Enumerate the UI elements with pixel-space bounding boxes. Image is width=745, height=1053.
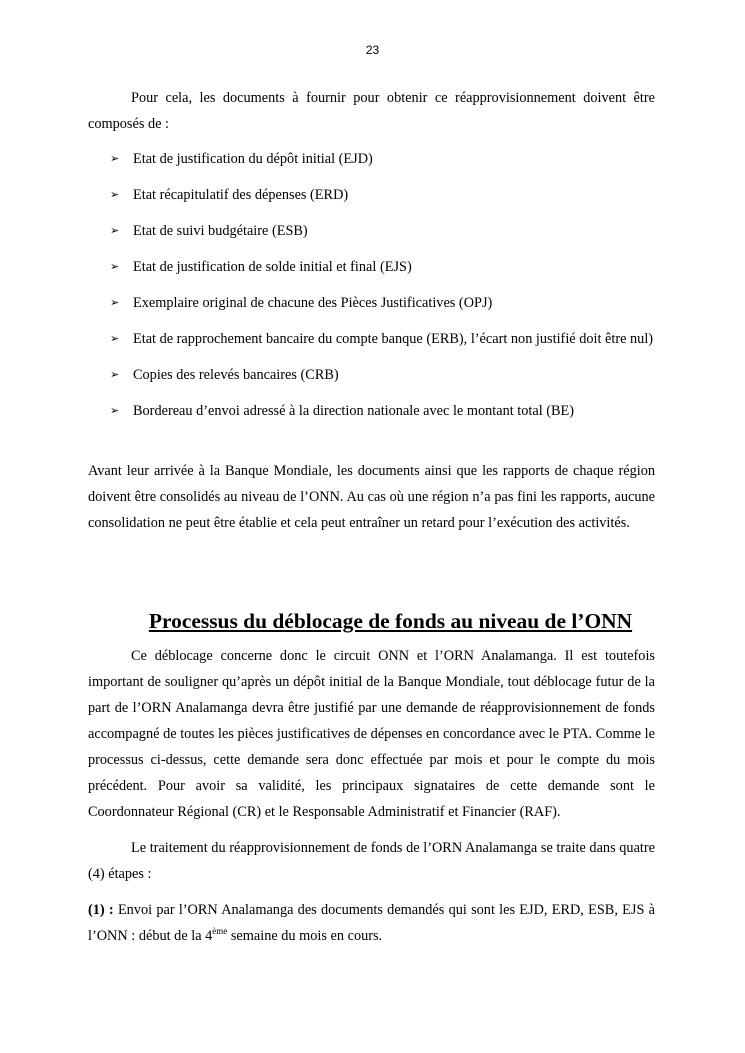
list-item — [110, 182, 655, 208]
list-item — [110, 362, 655, 388]
page-number: 23 — [365, 43, 380, 57]
step-1-paragraph — [88, 897, 655, 949]
section-paragraph-1: Ce déblocage concerne donc le circuit ONN et l’ORN Analamanga. Il est toutefois important de souligner qu’après un dépôt initial de la Banque Mondiale, tout déblocage futur de la part de l’ORN Analamanga devra être justifié par une demande de réapprovisionnement de fonds accompagné de toutes les pièces justificatives de dépenses en concordance avec le PTA. Comme le processus ci-dessus, cette demande sera donc effectuée par mois et pour le compte du mois précédent. Pour avoir sa validité, les principaux signataires de cette demande sont le Coordonnateur Régional (CR) et le Responsable Administratif et Financier (RAF). — [88, 648, 655, 820]
list-item-text: Exemplaire original de chacune des Pièces Justificatives (OPJ) — [133, 295, 493, 311]
documents-list — [110, 146, 655, 424]
list-item-text: Etat de justification du dépôt initial (EJD) — [133, 151, 373, 167]
section-paragraph-2: Le traitement du réapprovisionnement de fonds de l’ORN Analamanga se traite dans quatre (4) étapes : — [88, 840, 655, 882]
list-item-text: Etat de rapprochement bancaire du compte banque (ERB), l’écart non justifié doit être nul) — [133, 331, 654, 347]
step-1-text: Envoi par l’ORN Analamanga des documents demandés qui sont les EJD, ERD, ESB, EJS à l’ONN : début de la 4 — [88, 902, 655, 944]
step-1-label: (1) : — [88, 902, 114, 918]
list-item-text: Bordereau d’envoi adressé à la direction nationale avec le montant total (BE) — [133, 403, 575, 419]
arrow-bullet-icon: ➢ — [110, 332, 120, 345]
arrow-bullet-icon: ➢ — [110, 188, 120, 201]
step-1-text-end: semaine du mois en cours. — [230, 928, 383, 944]
step-1-superscript: ème — [212, 926, 228, 937]
arrow-bullet-icon: ➢ — [110, 404, 120, 417]
arrow-bullet-icon: ➢ — [110, 296, 120, 309]
arrow-bullet-icon: ➢ — [110, 368, 120, 381]
intro-paragraph: Pour cela, les documents à fournir pour obtenir ce réapprovisionnement doivent être composés de : — [88, 90, 655, 132]
arrow-bullet-icon: ➢ — [110, 152, 120, 165]
list-item — [110, 146, 655, 172]
list-item — [110, 290, 655, 316]
list-item-text: Etat de suivi budgétaire (ESB) — [133, 223, 308, 239]
arrow-bullet-icon: ➢ — [110, 260, 120, 273]
list-item-text: Etat de justification de solde initial et final (EJS) — [133, 259, 412, 275]
list-item — [110, 326, 655, 352]
list-item — [110, 218, 655, 244]
consolidation-paragraph: Avant leur arrivée à la Banque Mondiale, les documents ainsi que les rapports de chaque région doivent être consolidés au niveau de l’ONN. Au cas où une région n’a pas fini les rapports, aucune consolidation ne peut être établie et cela peut entraîner un retard pour l’exécution des activités. — [88, 463, 655, 531]
list-item — [110, 398, 655, 424]
list-item-text: Copies des relevés bancaires (CRB) — [133, 367, 339, 383]
section-heading: Processus du déblocage de fonds au niveau de l’ONN — [148, 609, 633, 633]
list-item-text: Etat récapitulatif des dépenses (ERD) — [133, 187, 349, 203]
arrow-bullet-icon: ➢ — [110, 224, 120, 237]
list-item — [110, 254, 655, 280]
